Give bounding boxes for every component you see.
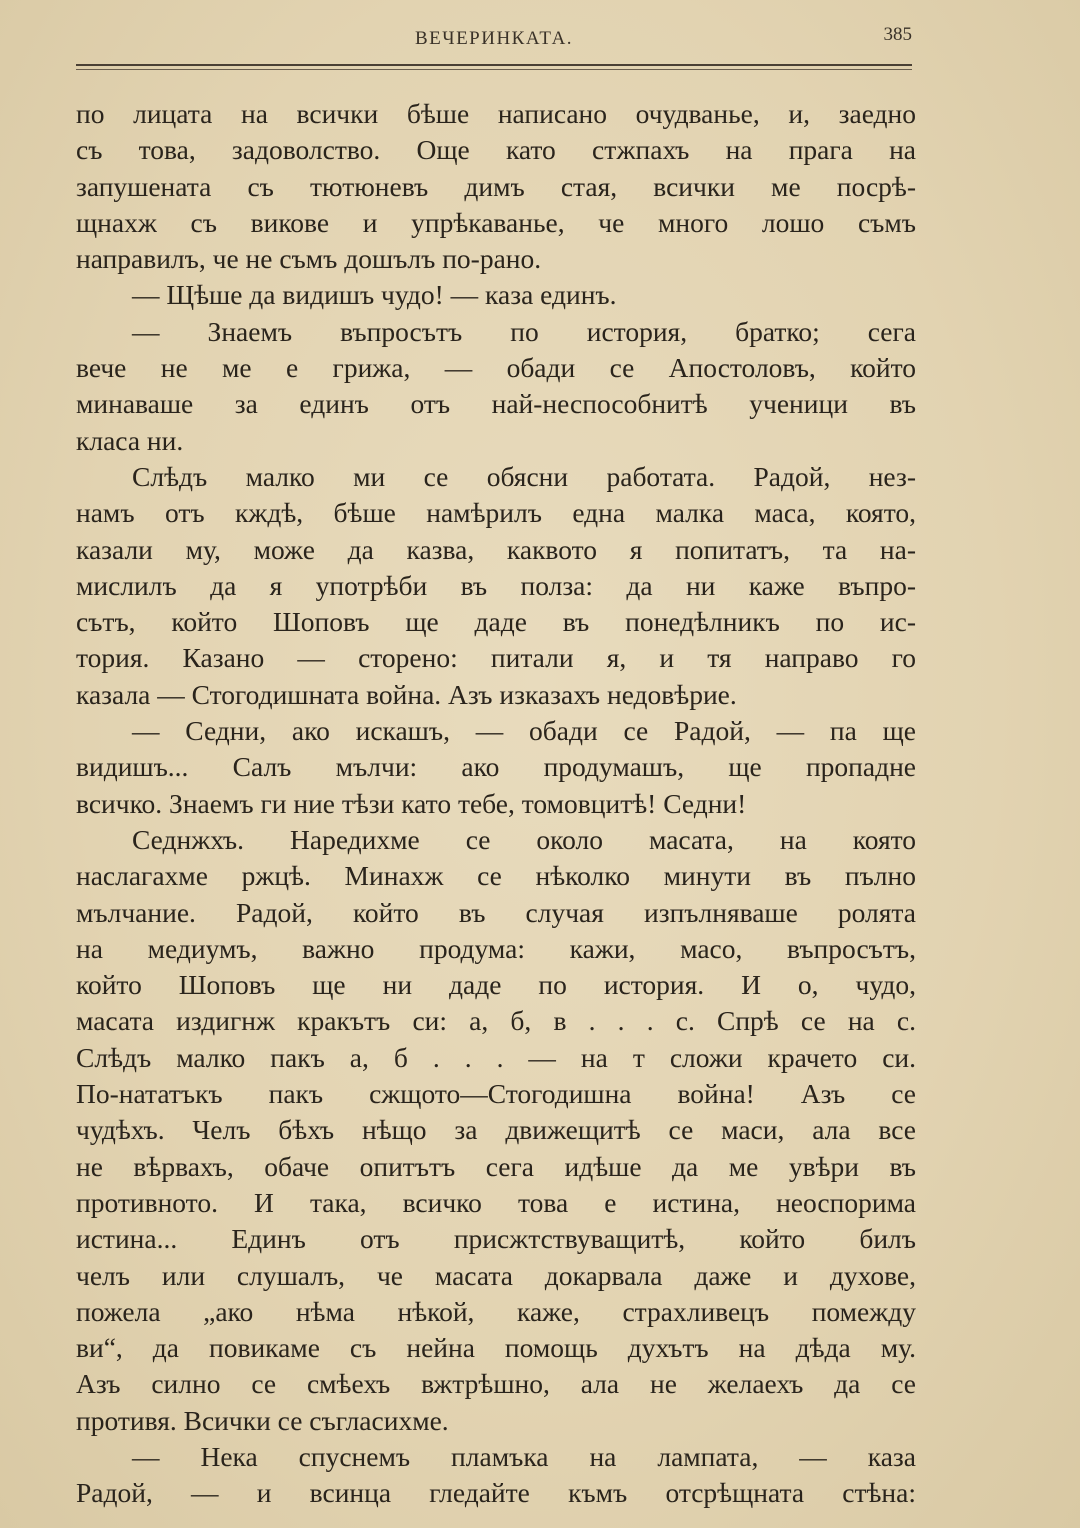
text-line: сътъ, който Шоповъ ще даде въ понедѣлникъ по ис-: [76, 606, 916, 638]
text-line: Слѣдъ малко ми се обясни работата. Радой, нез-: [132, 460, 916, 492]
text-line: ви“, да повикаме съ нейна помощь духътъ на дѣда му.: [76, 1332, 916, 1364]
text-line: чудѣхъ. Челъ бѣхъ нѣщо за движещитѣ се маси, ала все: [76, 1114, 916, 1146]
text-line: — Знаемъ въпросътъ по история, братко; сега: [132, 315, 916, 347]
text-line: казали му, може да казва, каквото я попитатъ, та на-: [76, 533, 916, 565]
text-line: — Щѣше да видишъ чудо! — каза единъ.: [132, 279, 617, 311]
text-line: вече не ме е грижа, — обади се Апостоловъ, който: [76, 352, 916, 384]
text-line: всичко. Знаемъ ги ние тѣзи като тебе, томовцитѣ! Седни!: [76, 787, 747, 819]
text-line: Седнжхъ. Наредихме се около масата, на която: [132, 823, 916, 855]
text-line: Радой, — и всинца гледайте къмъ отсрѣщната стѣна:: [76, 1477, 916, 1509]
text-line: видишъ... Салъ мълчи: ако продумашъ, ще пропадне: [76, 751, 916, 783]
text-line: По-нататъкъ пакъ сжщото—Стогодишна война! Азъ се: [76, 1078, 916, 1110]
text-line: казала — Стогодишната война. Азъ изказахъ недовѣрие.: [76, 678, 737, 710]
text-line: щнахж съ викове и упрѣкаванье, че много лошо съмъ: [76, 206, 916, 238]
text-line: съ това, задоволство. Още като стжпахъ на прага на: [76, 134, 916, 166]
text-line: — Седни, ако искашъ, — обади се Радой, — па ще: [132, 715, 916, 747]
text-line: Слѣдъ малко пакъ а, б . . . — на т сложи крачето си.: [76, 1041, 916, 1073]
text-line: — Нека спуснемъ пламъка на лампата, — каза: [132, 1440, 916, 1472]
text-line: челъ или слушалъ, че масата докарвала даже и духове,: [76, 1259, 916, 1291]
page-header: [76, 22, 912, 52]
text-line: минаваше за единъ отъ най-неспособнитѣ ученици въ: [76, 388, 916, 420]
text-line: противното. И така, всичко това е истина, неоспорима: [76, 1186, 916, 1218]
text-line: намъ отъ кждѣ, бѣше намѣрилъ една малка маса, която,: [76, 497, 916, 529]
text-line: класа ни.: [76, 424, 184, 456]
text-line: противя. Всички се съгласихме.: [76, 1404, 449, 1436]
running-title: ВЕЧЕРИНКАТА.: [414, 28, 574, 49]
body-text: [76, 96, 916, 1512]
text-line: по лицата на всички бѣше написано очудванье, и, заедно: [76, 98, 916, 129]
text-line: направилъ, че не съмъ дошълъ по-рано.: [76, 243, 542, 275]
text-line: който Шоповъ ще ни даде по история. И о, чудо,: [76, 969, 916, 1001]
header-rule-thin: [76, 69, 912, 70]
text-line: не вѣрвахъ, обаче опитътъ сега идѣше да ме увѣри въ: [76, 1150, 916, 1182]
text-line: масата издигнж кракътъ си: а, б, в . . . с. Спрѣ се на с.: [76, 1005, 916, 1037]
header-rule: [76, 64, 912, 66]
text-line: на медиумъ, важно продума: кажи, масо, въпросътъ,: [76, 932, 916, 964]
text-line: тория. Казано — сторено: питали я, и тя направо го: [76, 642, 916, 674]
text-line: Азъ силно се смѣехъ вжтрѣшно, ала не желаехъ да се: [76, 1368, 916, 1400]
text-line: истина... Единъ отъ присжтствуващитѣ, който билъ: [76, 1223, 916, 1255]
text-line: мислилъ да я употрѣби въ полза: да ни каже въпро-: [76, 569, 916, 601]
text-line: запушената съ тютюневъ димъ стая, всички ме посрѣ-: [76, 170, 916, 202]
text-line: мълчание. Радой, който въ случая изпълняваше ролята: [76, 896, 916, 928]
text-line: пожела „ако нѣма нѣкой, каже, страхливецъ помежду: [76, 1295, 916, 1327]
text-line: наслагахме ржцѣ. Минахж се нѣколко минути въ пълно: [76, 860, 916, 892]
page-number: 385: [883, 24, 912, 45]
